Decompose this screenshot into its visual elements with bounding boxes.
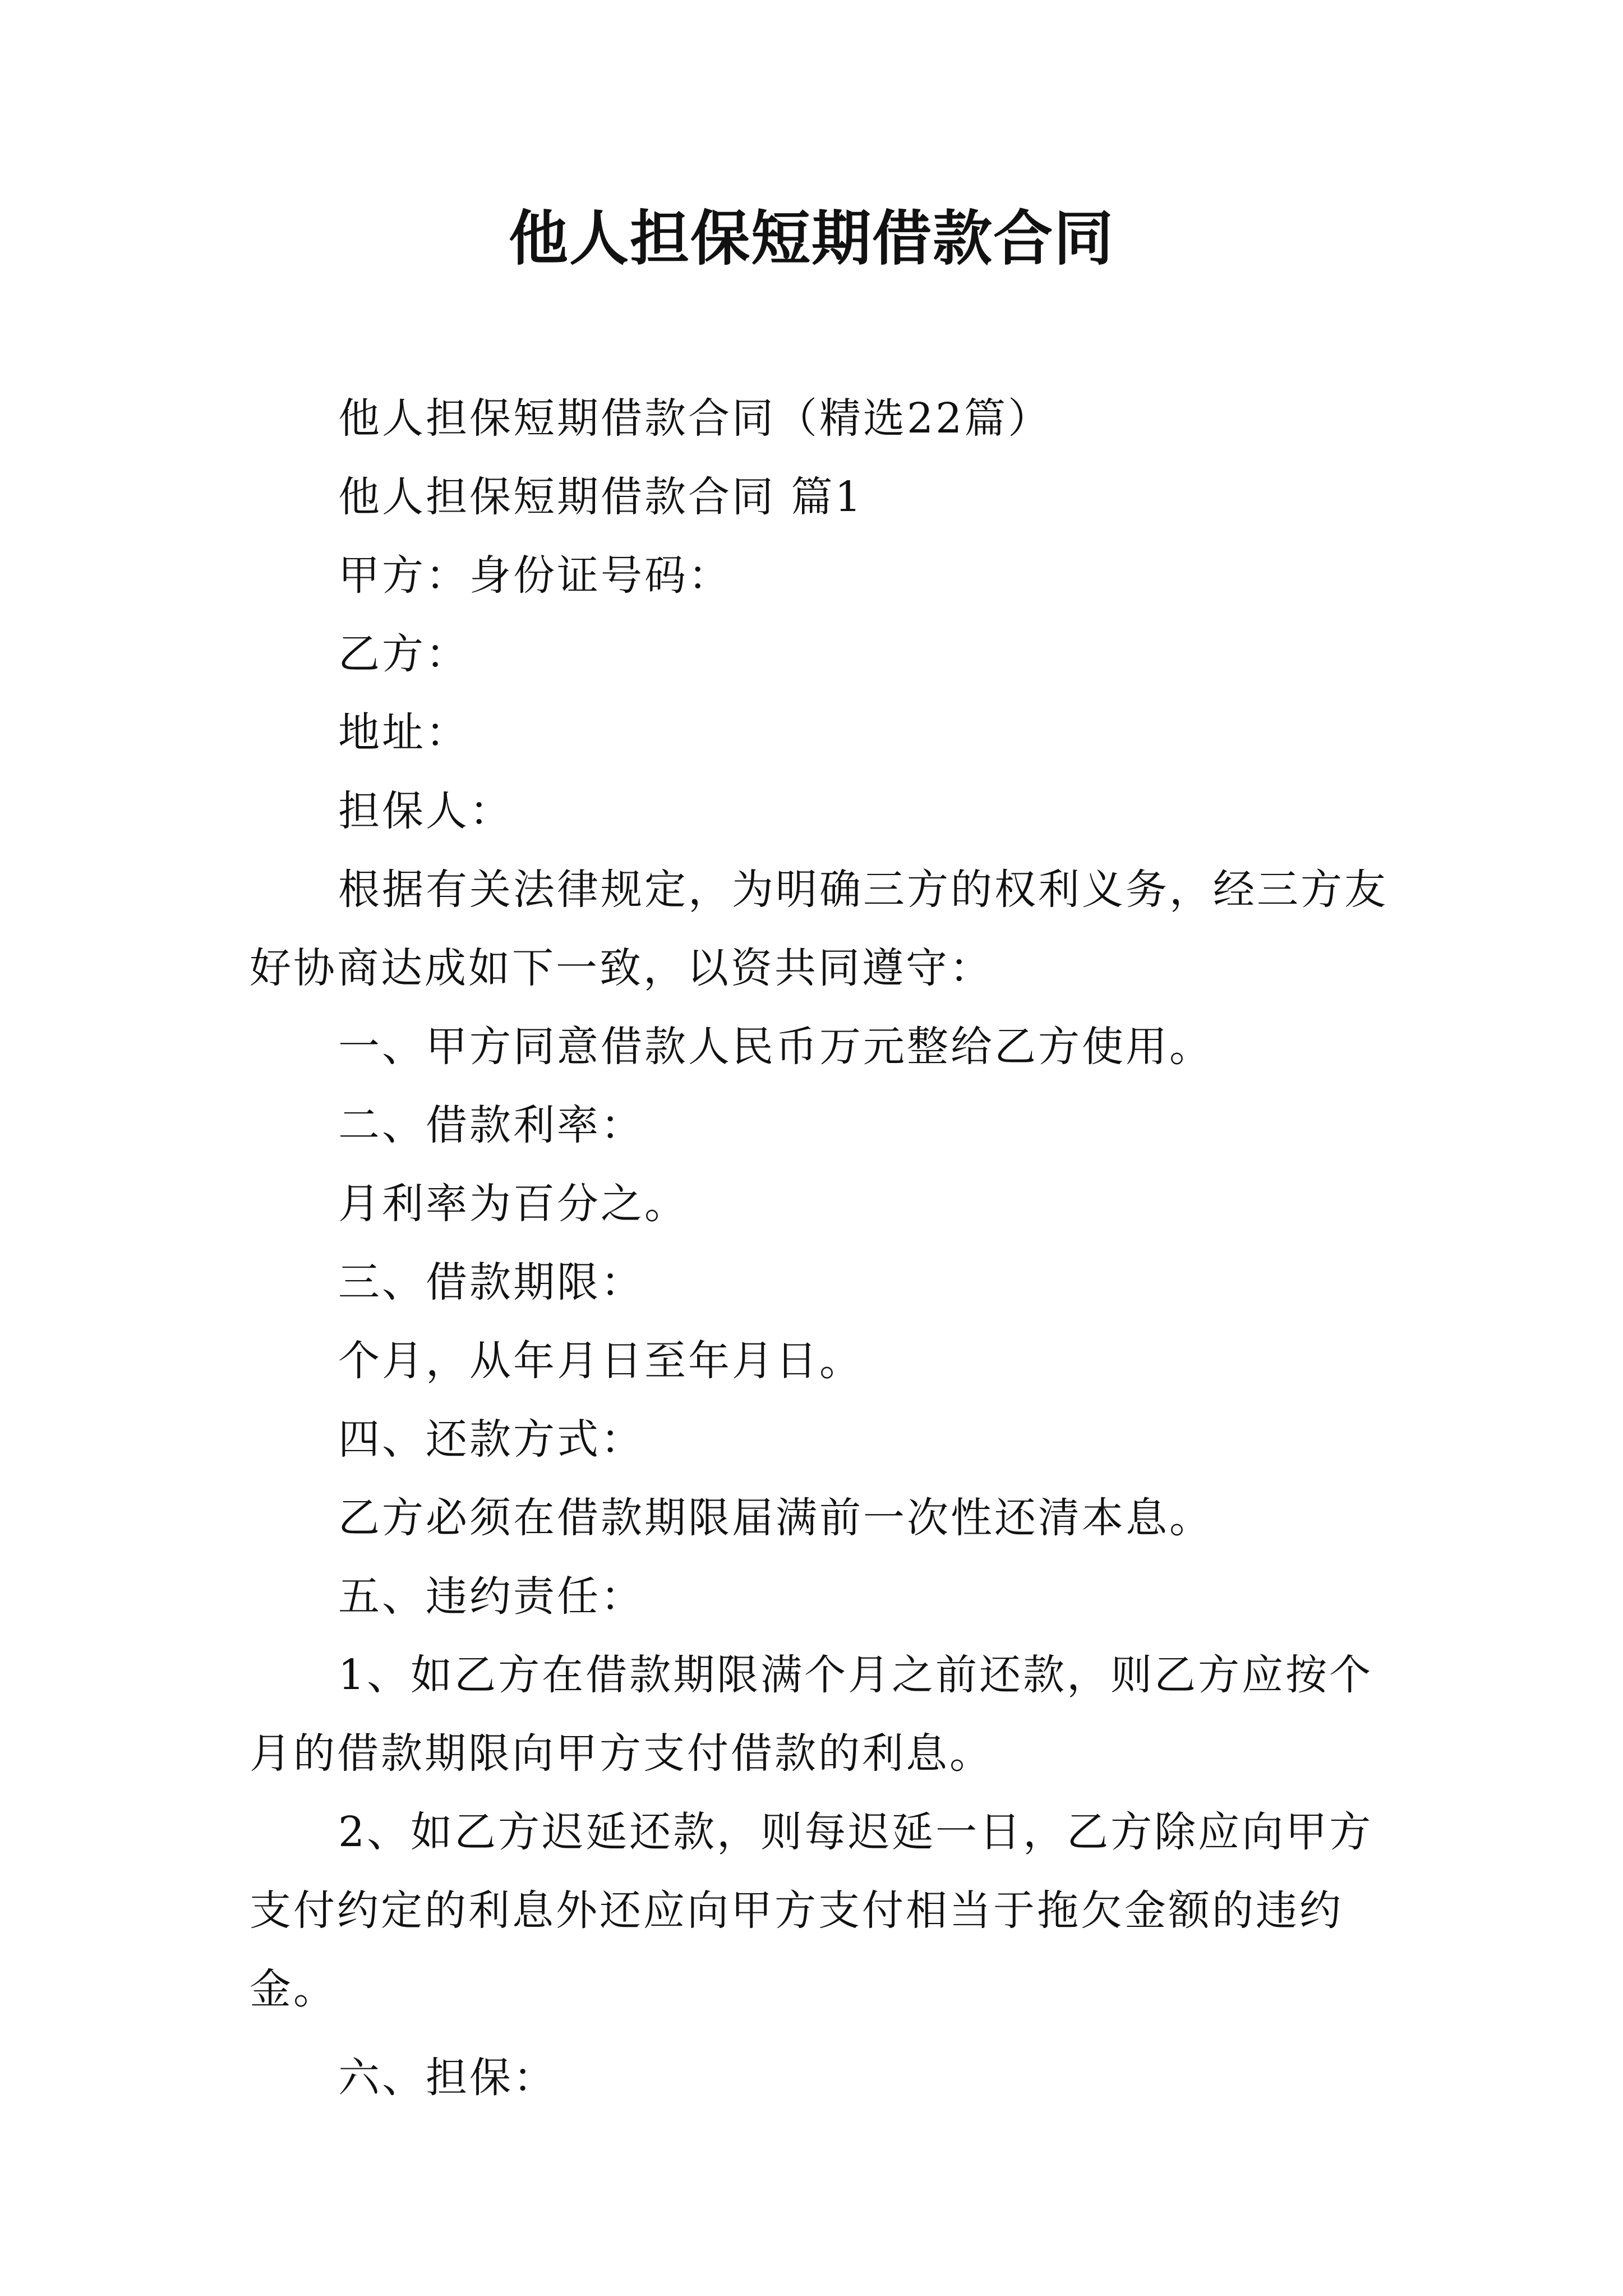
paragraph-party-a: 甲方：身份证号码： [338, 551, 732, 600]
paragraph-liability-1: 1、如乙方在借款期限满个月之前还款，则乙方应按个月的借款期限向甲方支付借款的利息。 [250, 1651, 1373, 1778]
paragraph-repayment: 乙方必须在借款期限届满前一次性还清本息。 [338, 1494, 1213, 1542]
paragraph-address: 地址： [338, 708, 469, 757]
paragraph-section-heading: 他人担保短期借款合同 篇1 [338, 473, 864, 521]
paragraph-clause-2-heading: 二、借款利率： [338, 1101, 644, 1149]
document-body [250, 379, 1388, 2117]
paragraph-guarantor: 担保人： [338, 787, 513, 835]
paragraph-preamble: 根据有关法律规定，为明确三方的权利义务，经三方友好协商达成如下一致，以资共同遵守： [250, 866, 1388, 992]
paragraph-liability-2: 2、如乙方迟延还款，则每迟延一日，乙方除应向甲方支付约定的利息外还应向甲方支付相当于拖欠金额的违约金。 [250, 1808, 1373, 2013]
paragraph-interest-rate: 月利率为百分之。 [338, 1180, 688, 1228]
paragraph-loan-period: 个月，从年月日至年月日。 [338, 1337, 863, 1385]
paragraph-clause-3-heading: 三、借款期限： [338, 1258, 644, 1306]
paragraph-clause-1: 一、甲方同意借款人民币万元整给乙方使用。 [338, 1023, 1213, 1071]
paragraph-clause-5-heading: 五、违约责任： [338, 1572, 644, 1621]
paragraph-subtitle: 他人担保短期借款合同（精选22篇） [338, 394, 1052, 443]
document-title: 他人担保短期借款合同 [509, 203, 1114, 273]
paragraph-clause-6-heading: 六、担保： [338, 2054, 557, 2102]
paragraph-clause-4-heading: 四、还款方式： [338, 1415, 644, 1464]
paragraph-party-b: 乙方： [338, 630, 469, 678]
